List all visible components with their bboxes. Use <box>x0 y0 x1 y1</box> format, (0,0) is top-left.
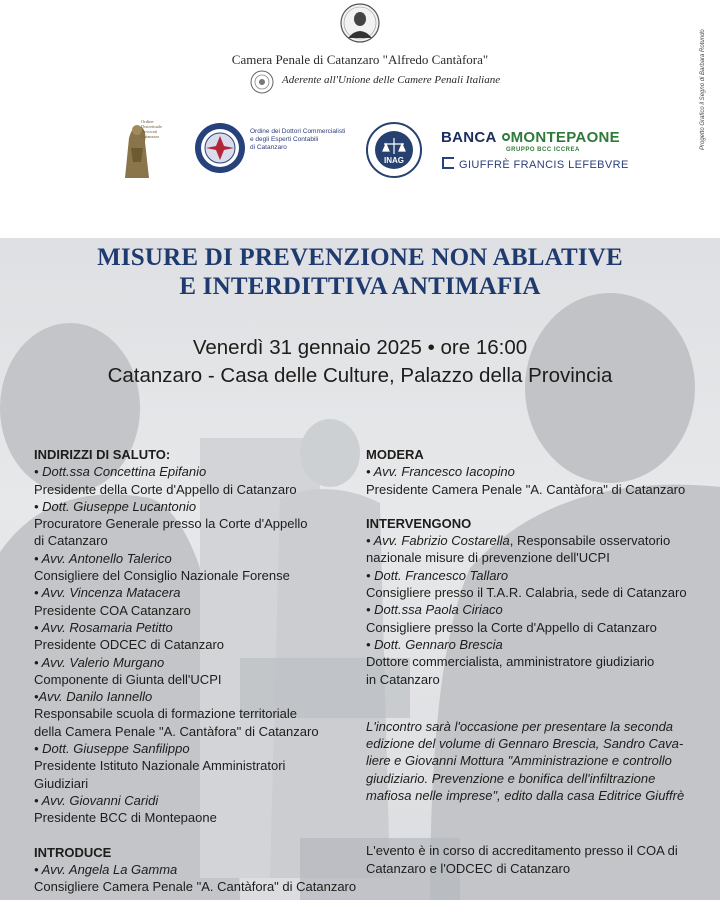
organization-name: Camera Penale di Catanzaro "Alfredo Cantàfora" <box>231 52 489 67</box>
event-title-line1: MISURE DI PREVENZIONE NON ABLATIVE <box>97 244 623 271</box>
lawyers-order-text: Ordine Distrettuale Avvocati Catanzaro <box>141 119 162 139</box>
speaker-name: • Dott. Francesco Tallaro <box>366 567 509 583</box>
accreditation-line: L'evento è in corso di accreditamento presso il COA di <box>366 843 678 859</box>
speaker-name: • Avv. Valerio Murgano <box>34 654 165 670</box>
banca-group-label: GRUPPO BCC ICCREA <box>506 147 580 153</box>
portrait-medallion-icon <box>335 2 385 44</box>
introducer-name: • Avv. Angela La Gamma <box>34 861 178 877</box>
speaker-entry <box>366 532 706 549</box>
event-title-line2: E INTERDITTIVA ANTIMAFIA <box>179 273 541 300</box>
introduce-heading: INTRODUCE <box>34 844 112 860</box>
book-note-line: liere e Giovanni Mottura "Amministrazione e controllo <box>366 753 672 769</box>
speaker-name: • Dott.ssa Paola Ciriaco <box>366 602 503 618</box>
speaker-role: Giudiziari <box>34 775 89 791</box>
speaker-role: Presidente COA Catanzaro <box>34 602 191 618</box>
moderator-name: • Avv. Francesco Iacopino <box>366 464 515 480</box>
event-date: Venerdì 31 gennaio 2025 • ore 16:00 <box>192 336 528 359</box>
book-note-line: edizione del volume di Gennaro Brescia, Sandro Cava- <box>366 736 684 752</box>
speaker-name: • Avv. Rosamaria Petitto <box>34 619 173 635</box>
ucpi-seal-icon <box>250 70 274 94</box>
moderator-role: Presidente Camera Penale "A. Cantàfora" di Catanzaro <box>366 481 686 497</box>
header-area <box>0 0 720 238</box>
graphic-credit: Progetto Grafico il Segno di Barbara Rotundo <box>700 29 706 150</box>
intervengono-heading: INTERVENGONO <box>366 515 472 531</box>
speaker-role: Presidente BCC di Montepaone <box>34 810 217 826</box>
speaker-role: Consigliere del Consiglio Nazionale Forense <box>34 568 290 584</box>
speaker-role: in Catanzaro <box>366 671 440 687</box>
book-note-line: giudiziario. Prevenzione e bonifica dell'infiltrazione <box>366 770 656 786</box>
left-column <box>34 446 364 895</box>
speaker-name: • Avv. Antonello Talerico <box>34 550 172 566</box>
accreditation-line: Catanzaro e l'ODCEC di Catanzaro <box>366 860 571 876</box>
speaker-name: • Avv. Fabrizio Costarella <box>366 533 510 549</box>
banca-montepaone-logo: BANCA MONTEPAONE <box>441 129 620 146</box>
right-column <box>366 446 706 877</box>
speaker-role: nazionale misure di prevenzione dell'UCPI <box>366 550 610 566</box>
speaker-name: • Dott. Giuseppe Lucantonio <box>34 498 197 514</box>
speaker-name: • Dott.ssa Concettina Epifanio <box>34 464 207 480</box>
speaker-name: • Dott. Giuseppe Sanfilippo <box>34 741 190 757</box>
speaker-role: di Catanzaro <box>34 533 108 549</box>
speaker-role: Responsabile scuola di formazione territoriale <box>34 706 298 722</box>
banca-mark-icon <box>502 133 510 141</box>
speaker-role: Presidente della Corte d'Appello di Catanzaro <box>34 481 297 497</box>
speaker-role: Presidente ODCEC di Catanzaro <box>34 637 225 653</box>
modera-heading: MODERA <box>366 447 424 462</box>
inag-seal-icon <box>366 122 422 178</box>
speaker-role: , Responsabile osservatorio <box>509 533 671 549</box>
speaker-name: • Dott. Gennaro Brescia <box>366 636 503 652</box>
speaker-role: della Camera Penale "A. Cantàfora" di Catanzaro <box>34 723 319 739</box>
introducer-role: Consigliere Camera Penale "A. Cantàfora" di Catanzaro <box>34 879 357 895</box>
speaker-role: Consigliere presso la Corte d'Appello di Catanzaro <box>366 619 657 635</box>
odcec-seal-icon <box>194 122 246 174</box>
inag-label: INAG <box>384 156 404 165</box>
speaker-name: • Avv. Vincenza Matacera <box>34 585 181 601</box>
adherent-note: Aderente all'Unione delle Camere Penali Italiane <box>282 74 501 86</box>
speaker-role: Consigliere presso il T.A.R. Calabria, sede di Catanzaro <box>366 585 687 601</box>
speaker-name: • Avv. Giovanni Caridi <box>34 792 159 808</box>
book-note-line: mafiosa nelle imprese", edito dalla casa Editrice Giuffrè <box>366 788 685 804</box>
book-note-line: L'incontro sarà l'occasione per presentare la seconda <box>366 718 674 734</box>
event-place: Catanzaro - Casa delle Culture, Palazzo della Provincia <box>107 364 613 387</box>
speaker-role: Presidente Istituto Nazionale Amministratori <box>34 758 286 774</box>
speaker-role: Componente di Giunta dell'UCPI <box>34 671 222 687</box>
giuffre-mark-icon <box>442 157 454 169</box>
speaker-role: Dottore commercialista, amministratore giudiziario <box>366 654 655 670</box>
saluti-heading: INDIRIZZI DI SALUTO: <box>34 447 171 462</box>
speaker-role: Procuratore Generale presso la Corte d'Appello <box>34 516 308 532</box>
odcec-text: Ordine dei Dottori Commercialisti e degli Esperti Contabili di Catanzaro <box>250 128 346 151</box>
giuffre-logo: GIUFFRÈ FRANCIS LEFEBVRE <box>442 157 629 171</box>
speaker-name: •Avv. Danilo Iannello <box>34 689 153 705</box>
